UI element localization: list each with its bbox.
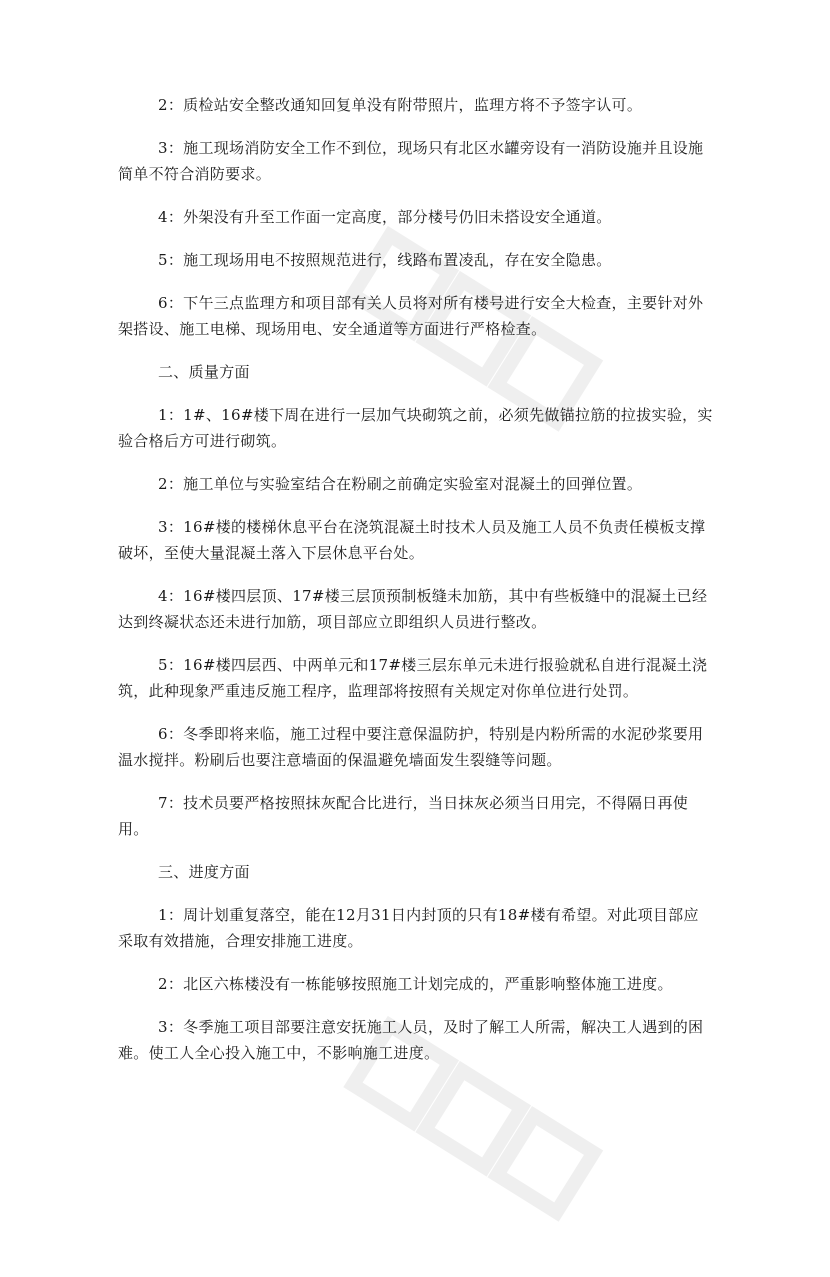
paragraph: 1：1#、16#楼下周在进行一层加气块砌筑之前，必须先做锚拉筋的拉拔实验，实验合格后方可进行砌筑。 — [118, 406, 713, 450]
paragraph: 5：16#楼四层西、中两单元和17#楼三层东单元未进行报验就私自进行混凝土浇筑，此种现象严重违反施工程序，监理部将按照有关规定对你单位进行处罚。 — [118, 656, 708, 700]
paragraph: 2：质检站安全整改通知回复单没有附带照片，监理方将不予签字认可。 — [158, 96, 643, 114]
section-heading-quality: 二、质量方面 — [158, 363, 250, 381]
document-body — [118, 92, 714, 1083]
paragraph: 7：技术员要严格按照抹灰配合比进行，当日抹灰必须当日用完，不得隔日再使用。 — [118, 794, 689, 838]
paragraph: 6：下午三点监理方和项目部有关人员将对所有楼号进行安全大检查，主要针对外架搭设、施工电梯、现场用电、安全通道等方面进行严格检查。 — [118, 294, 704, 338]
paragraph: 4：16#楼四层顶、17#楼三层顶预制板缝未加筋，其中有些板缝中的混凝土已经达到终凝状态还未进行加筋，项目部应立即组织人员进行整改。 — [118, 587, 708, 631]
paragraph: 6：冬季即将来临，施工过程中要注意保温防护，特别是内粉所需的水泥砂浆要用温水搅拌。粉刷后也要注意墙面的保温避免墙面发生裂缝等问题。 — [118, 725, 704, 769]
section-heading-progress: 三、进度方面 — [158, 863, 250, 881]
paragraph: 3：16#楼的楼梯休息平台在浇筑混凝土时技术人员及施工人员不负责任模板支撑破坏，至使大量混凝土落入下层休息平台处。 — [118, 518, 706, 562]
paragraph: 4：外架没有升至工作面一定高度，部分楼号仍旧未搭设安全通道。 — [158, 208, 612, 226]
paragraph: 3：施工现场消防安全工作不到位，现场只有北区水罐旁设有一消防设施并且设施简单不符合消防要求。 — [118, 139, 704, 183]
paragraph: 5：施工现场用电不按照规范进行，线路布置凌乱，存在安全隐患。 — [158, 251, 612, 269]
paragraph: 2：北区六栋楼没有一栋能够按照施工计划完成的，严重影响整体施工进度。 — [158, 975, 673, 993]
paragraph: 3：冬季施工项目部要注意安抚施工人员，及时了解工人所需，解决工人遇到的困难。使工人全心投入施工中，不影响施工进度。 — [118, 1018, 704, 1062]
paragraph: 1：周计划重复落空，能在12月31日内封顶的只有18#楼有希望。对此项目部应采取有效措施，合理安排施工进度。 — [118, 906, 699, 950]
paragraph: 2：施工单位与实验室结合在粉刷之前确定实验室对混凝土的回弹位置。 — [158, 475, 643, 493]
